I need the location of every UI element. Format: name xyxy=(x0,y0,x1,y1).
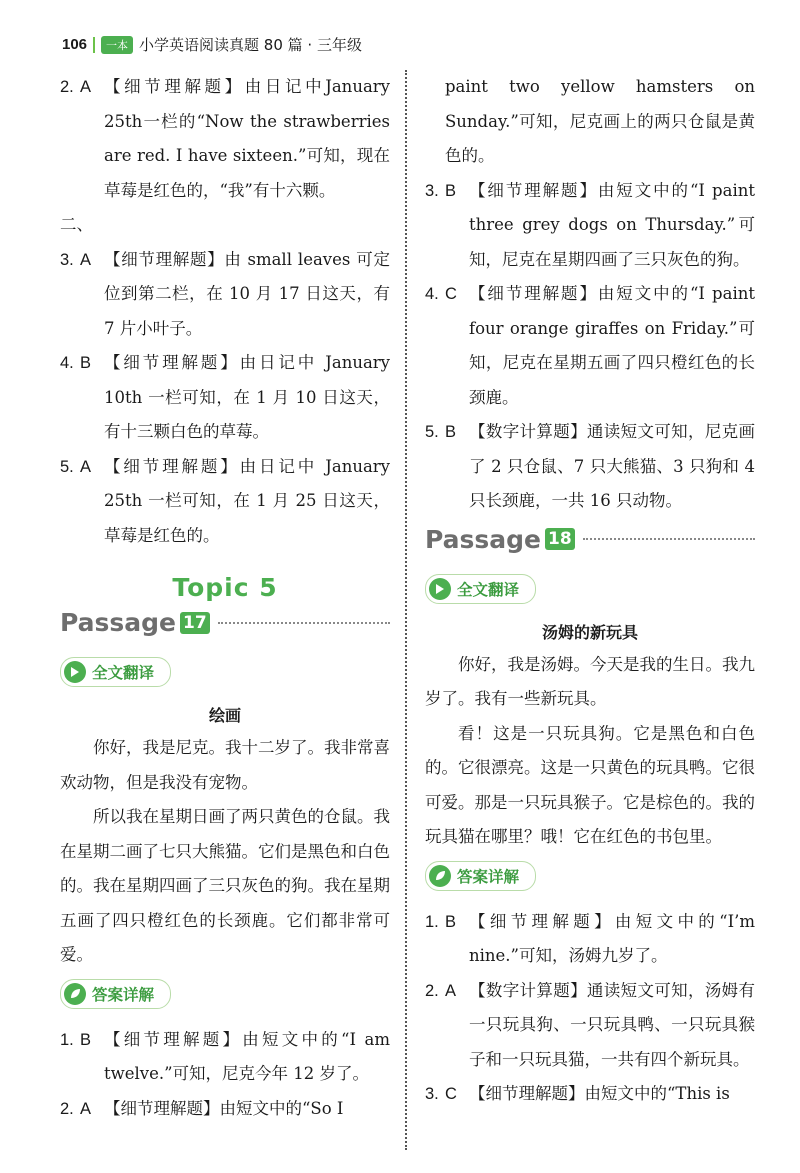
item-answer: B xyxy=(445,912,457,931)
item-explanation: 【细节理解题】由短文中的“This is xyxy=(469,1084,730,1103)
translation-badge xyxy=(60,657,171,687)
page-number: 106 xyxy=(62,36,88,53)
answer-item xyxy=(60,243,390,347)
item-answer: C xyxy=(445,285,457,303)
item-explanation: 【细节理解题】由短文中的“So I xyxy=(104,1098,344,1118)
item-number: 2. xyxy=(60,1099,74,1118)
item-explanation: 【细节理解题】由短文中的“I am twelve.”可知，尼克今年 12 岁了。 xyxy=(104,1029,390,1083)
answer-item xyxy=(425,905,755,974)
answer-item xyxy=(60,450,390,554)
passage-title: 汤姆的新玩具 xyxy=(541,622,638,642)
passage-heading xyxy=(60,608,390,637)
publisher-logo: 一本 xyxy=(101,36,133,54)
answer-item xyxy=(425,277,755,415)
paragraph: 所以我在星期日画了两只黄色的仓鼠。我在星期二画了七只大熊猫。它们是黑色和白色的。我在星期四画了三只灰色的狗。我在星期五画了四只橙红色的长颈鹿。它们都非常可爱。 xyxy=(60,807,390,964)
item-explanation: 【数字计算题】通读短文可知，尼克画了 2 只仓鼠、7 只大熊猫、3 只狗和 4 只长颈鹿，一共 16 只动物。 xyxy=(469,422,755,510)
item-number: 3. xyxy=(425,181,439,200)
answer-item xyxy=(425,1077,755,1112)
translation-label: 全文翻译 xyxy=(457,580,520,599)
play-icon xyxy=(64,661,86,683)
topic-heading: Topic 5 xyxy=(172,573,278,602)
passage-title: 绘画 xyxy=(208,706,241,725)
leaf-icon xyxy=(429,865,451,887)
item-answer: B xyxy=(80,354,92,372)
answer-badge xyxy=(425,861,536,891)
item-explanation: 【细节理解题】由日记中 January 25th 一栏可知，在 1 月 25 日这天，草莓是红色的。 xyxy=(104,456,390,545)
answer-item-continued xyxy=(425,70,755,174)
item-number: 3. xyxy=(60,250,74,269)
dotted-rule xyxy=(218,622,390,624)
item-explanation: 【数字计算题】通读短文可知，汤姆有一只玩具狗、一只玩具鸭、一只玩具猴子和一只玩具猫，一共有四个新玩具。 xyxy=(469,980,755,1069)
item-number-spacer xyxy=(425,70,445,174)
answer-label: 答案详解 xyxy=(92,985,155,1004)
answer-label: 答案详解 xyxy=(457,867,520,886)
passage-label: Passage xyxy=(425,524,542,554)
book-title: 小学英语阅读真题 80 篇 · 三年级 xyxy=(139,36,362,54)
paragraph: 你好，我是汤姆。今天是我的生日。我九岁了。我有一些新玩具。 xyxy=(425,654,755,708)
answer-item xyxy=(60,346,390,450)
item-answer: B xyxy=(80,1030,92,1049)
item-number: 4. xyxy=(425,285,439,303)
item-answer: A xyxy=(80,457,92,476)
item-number: 2. xyxy=(60,78,74,96)
item-number: 5. xyxy=(425,423,439,441)
item-explanation: 【细节理解题】由日记中 January 10th 一栏可知，在 1 月 10 日这天，有十三颗白色的草莓。 xyxy=(104,353,390,441)
passage-heading xyxy=(425,525,755,554)
right-column xyxy=(425,70,755,1112)
leaf-icon xyxy=(64,983,86,1005)
item-number: 1. xyxy=(60,1030,74,1049)
translation-label: 全文翻译 xyxy=(92,664,155,682)
play-icon xyxy=(429,578,451,600)
left-column xyxy=(60,70,390,1126)
item-explanation: 【细节理解题】由短文中的“I paint three grey dogs on Thursday.”可知，尼克在星期四画了三只灰色的狗。 xyxy=(469,180,755,269)
passage-number: 18 xyxy=(545,528,575,550)
item-explanation: paint two yellow hamsters on Sunday.”可知，尼克画上的两只仓鼠是黄色的。 xyxy=(445,77,755,165)
answer-item xyxy=(425,415,755,519)
answer-item xyxy=(425,974,755,1078)
passage-number: 17 xyxy=(180,612,210,634)
item-number: 1. xyxy=(425,912,439,931)
paragraph: 你好，我是尼克。我十二岁了。我非常喜欢动物，但是我没有宠物。 xyxy=(60,738,390,792)
item-answer: A xyxy=(80,78,92,96)
item-number: 4. xyxy=(60,354,74,372)
item-answer: B xyxy=(445,181,457,200)
item-answer: A xyxy=(80,1099,92,1118)
paragraph: 看！这是一只玩具狗。它是黑色和白色的。它很漂亮。这是一只黄色的玩具鸭。它很可爱。那是一只玩具猴子。它是棕色的。我的玩具猫在哪里？哦！它在红色的书包里。 xyxy=(425,723,755,846)
dotted-rule xyxy=(583,538,755,540)
answer-item xyxy=(60,70,390,208)
header-divider xyxy=(93,37,95,53)
answer-item xyxy=(425,174,755,278)
item-explanation: 【细节理解题】由短文中的“I paint four orange giraffes on Friday.”可知，尼克在星期五画了四只橙红色的长颈鹿。 xyxy=(469,284,755,407)
column-divider xyxy=(405,70,407,1150)
item-explanation: 【细节理解题】由 small leaves 可定位到第二栏，在 10 月 17 日这天，有 7 片小叶子。 xyxy=(104,249,390,338)
translation-badge xyxy=(425,574,536,604)
page-header xyxy=(62,34,362,55)
passage-label: Passage xyxy=(60,608,177,637)
item-answer: A xyxy=(445,981,457,1000)
item-number: 3. xyxy=(425,1085,439,1103)
item-number: 5. xyxy=(60,457,74,476)
item-answer: B xyxy=(445,423,457,441)
answer-badge xyxy=(60,979,171,1009)
answer-item xyxy=(60,1092,390,1127)
item-answer: C xyxy=(445,1085,457,1103)
section-heading: 二、 xyxy=(60,215,93,234)
item-answer: A xyxy=(80,250,92,269)
answer-item xyxy=(60,1023,390,1092)
item-explanation: 【细节理解题】由日记中January 25th一栏的“Now the strawberries are red. I have sixteen.”可知，现在草莓是红色的，“我”有十六颗。 xyxy=(104,77,390,200)
item-number: 2. xyxy=(425,981,439,1000)
item-explanation: 【细节理解题】由短文中的“I’m nine.”可知，汤姆九岁了。 xyxy=(469,911,755,965)
